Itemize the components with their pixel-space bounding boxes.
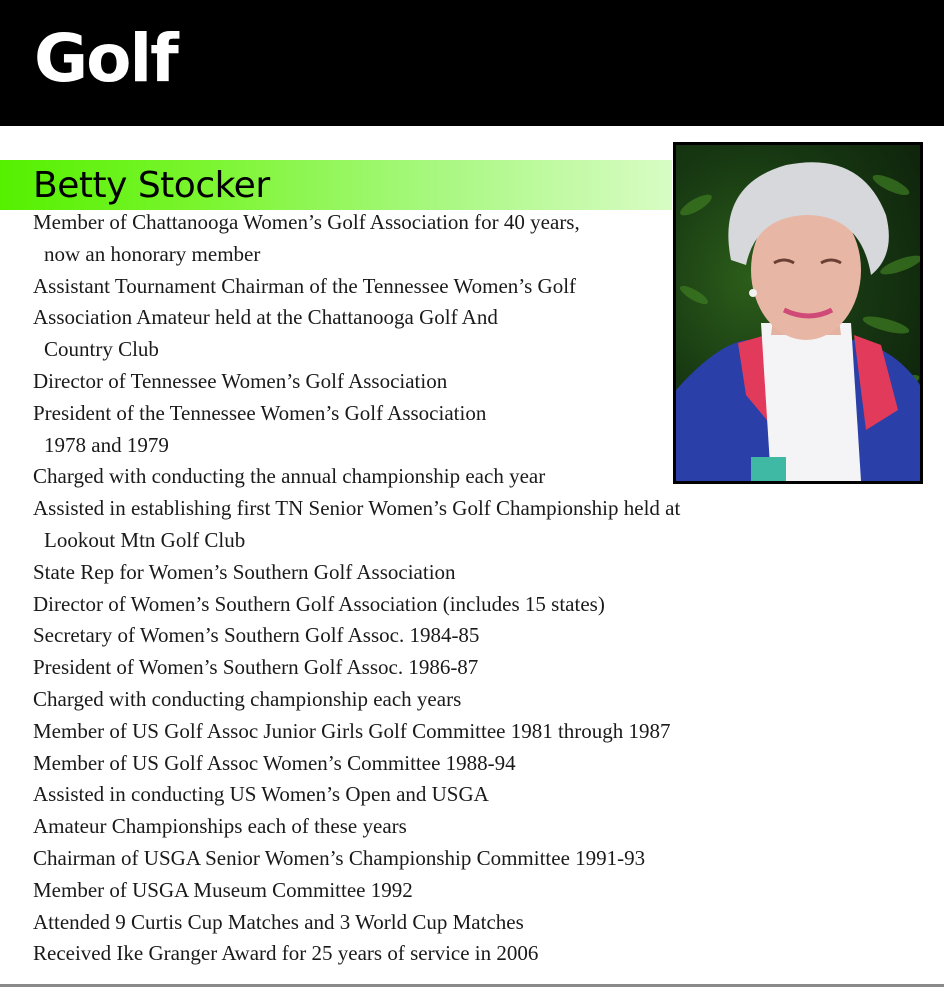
section-title: Golf [34, 20, 177, 97]
bio-line: Member of USGA Museum Committee 1992 [33, 877, 413, 902]
bio-line: Secretary of Women’s Southern Golf Assoc. 1984-85 [33, 623, 480, 648]
bio-line: Director of Tennessee Women’s Golf Association [33, 368, 448, 393]
bio-line-continuation: Lookout Mtn Golf Club [44, 527, 246, 552]
bio-line: Charged with conducting championship each years [33, 686, 462, 711]
bio-line: State Rep for Women’s Southern Golf Association [33, 559, 456, 584]
bio-line-continuation: Country Club [44, 337, 159, 362]
bio-line: President of the Tennessee Women’s Golf Association [33, 400, 487, 425]
person-name: Betty Stocker [33, 165, 270, 206]
name-banner [0, 160, 672, 210]
bio-line: Chairman of USGA Senior Women’s Championship Committee 1991-93 [33, 845, 646, 870]
bio-line: Attended 9 Curtis Cup Matches and 3 World Cup Matches [33, 909, 524, 934]
bio-line: Member of US Golf Assoc Women’s Committee 1988-94 [33, 750, 516, 775]
bio-line-continuation: 1978 and 1979 [44, 432, 169, 457]
bio-line: Member of US Golf Assoc Junior Girls Golf Committee 1981 through 1987 [33, 718, 671, 743]
page-header [0, 0, 944, 126]
bio-line: Association Amateur held at the Chattanooga Golf And [33, 305, 498, 330]
bio-line: Received Ike Granger Award for 25 years of service in 2006 [33, 941, 539, 966]
bio-line: Assisted in conducting US Women’s Open and USGA [33, 782, 489, 807]
bio-line: Amateur Championships each of these years [33, 814, 407, 839]
bio-list [33, 207, 793, 970]
bio-line: Member of Chattanooga Women’s Golf Association for 40 years, [33, 210, 580, 234]
bio-line: Charged with conducting the annual championship each year [33, 464, 546, 489]
bio-line: Assisted in establishing first TN Senior Women’s Golf Championship held at [33, 496, 681, 521]
bio-line: Assistant Tournament Chairman of the Tennessee Women’s Golf [33, 273, 577, 298]
bio-line: Director of Women’s Southern Golf Association (includes 15 states) [33, 591, 605, 616]
bio-line-continuation: now an honorary member [44, 241, 261, 266]
bio-line: President of Women’s Southern Golf Assoc. 1986-87 [33, 655, 479, 680]
bottom-divider [0, 984, 944, 987]
